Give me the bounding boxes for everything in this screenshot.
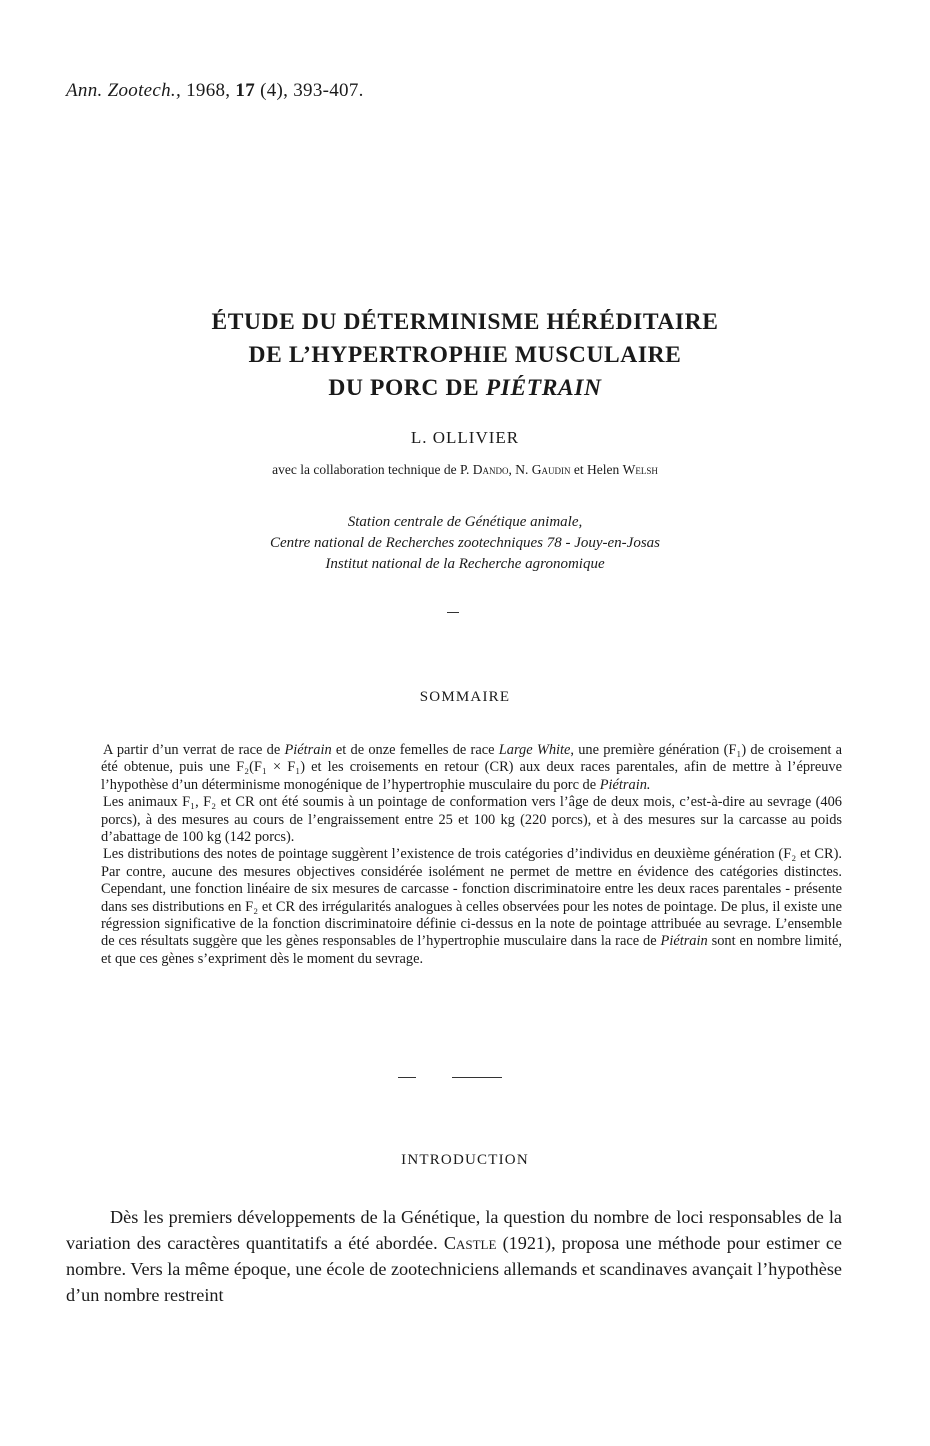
summary-paragraph-1: [101, 742, 842, 794]
affiliation-line-2: Centre national de Recherches zootechniques 78 - Jouy-en-Josas: [269, 535, 661, 551]
summary-heading: SOMMAIRE: [419, 689, 511, 705]
collab-name-1: Dando: [472, 462, 509, 477]
introduction-paragraph: [66, 1204, 842, 1308]
citation: [66, 80, 364, 102]
separator-dash-long: [452, 1077, 502, 1078]
summary-p1-italic-b: Piétrain: [284, 742, 332, 758]
summary-paragraph-2: Les animaux F₁, F₂ et CR ont été soumis à un pointage de conformation vers l’âge de deux mois, c’est-à-dire au sevrage (406 porcs), à des mesures au cours de l’engraissement entre 25 et 100 kg (220 porcs), et à des mesures sur la carcasse au poids d’abattage de 100 kg (142 porcs).: [101, 794, 842, 846]
collab-name-2: Gaudin: [531, 462, 571, 477]
summary-p1-text-c: et de onze femelles de race: [335, 742, 495, 758]
affiliation-line-3: Institut national de la Recherche agronomique: [325, 556, 605, 572]
affiliation: [0, 512, 930, 575]
summary-p1-italic-d: Large White: [498, 742, 571, 758]
collaboration-line: [0, 462, 930, 478]
collab-sep-1: , N.: [508, 462, 529, 477]
intro-author-castle: Castle: [443, 1233, 497, 1253]
author-name: L. OLLIVIER: [410, 428, 520, 447]
collab-prefix: avec la collaboration technique de P.: [272, 462, 470, 477]
intro-text-b: (1921), proposa une méthode pour estimer ce nombre. Vers la même époque, une école de zootechniciens allemands et scandinaves avançait l’hypothèse d’un nombre restreint: [66, 1233, 843, 1305]
affiliation-line-1: Station centrale de Génétique animale,: [347, 514, 583, 530]
summary-body: [101, 742, 842, 968]
summary-paragraph-3: [101, 846, 842, 968]
title-line-1: ÉTUDE DU DÉTERMINISME HÉRÉDITAIRE: [211, 309, 719, 335]
paper-title: [0, 306, 930, 405]
citation-year: 1968,: [186, 80, 231, 101]
summary-p3-text-a: Les distributions des notes de pointage suggèrent l’existence de trois catégories d’individus en deuxième génération (F₂ et CR). Par contre, aucune des mesures objectives considérée isolément ne permet de mettre en évidence des catégories distinctes. Cependant, une fonction linéaire de six mesures de carcasse - fonction discriminatoire entre les deux races parentales - présente dans ses distributions en F₂ et CR des irrégularités analogues à celles observées pour les notes de pointage. De plus, il existe une régression significative de la fonction discriminatoire définie ci-dessus en la note de pointage attribuée au sevrage. L’ensemble de ces résultats suggère que les gènes responsables de l’hypertrophie musculaire dans la race de: [101, 846, 842, 950]
title-line-3-italic: PIÉTRAIN: [485, 375, 602, 401]
summary-p3-text-c: sont en nombre limité, et que ces gènes s’expriment dès le moment du sevrage.: [101, 933, 842, 967]
introduction-body: [66, 1204, 842, 1308]
title-line-2: DE L’HYPERTROPHIE MUSCULAIRE: [248, 342, 682, 368]
summary-p1-text-e: , une première génération (F₁) de croisement a été obtenue, puis une F₂(F₁ × F₁) et les croisements en retour (CR) aux deux races parentales, afin de mettre à l’épreuve l’hypothèse d’un déterminisme monogénique de l’hypertrophie musculaire du porc de: [101, 742, 843, 793]
title-line-3: [0, 372, 930, 405]
separator-dash-short: [398, 1077, 416, 1078]
summary-p1-italic-f: Piétrain.: [599, 776, 651, 793]
citation-issue-pages: (4), 393-407.: [260, 80, 364, 101]
summary-p1-text-a: A partir d’un verrat de race de: [103, 742, 281, 758]
introduction-heading: INTRODUCTION: [401, 1152, 529, 1168]
journal-name: Ann. Zootech.,: [66, 80, 182, 101]
intro-text-a: Dès les premiers développements de la Génétique, la question du nombre de loci responsables de la variation des caractères quantitatifs a été abordée.: [66, 1207, 842, 1253]
summary-p3-italic-b: Piétrain: [660, 933, 708, 950]
citation-volume: 17: [235, 80, 256, 101]
collab-name-3: Welsh: [622, 462, 658, 477]
collab-sep-2: et Helen: [570, 462, 620, 477]
separator-dash: [447, 612, 459, 613]
title-line-3-prefix: DU PORC DE: [328, 375, 480, 401]
